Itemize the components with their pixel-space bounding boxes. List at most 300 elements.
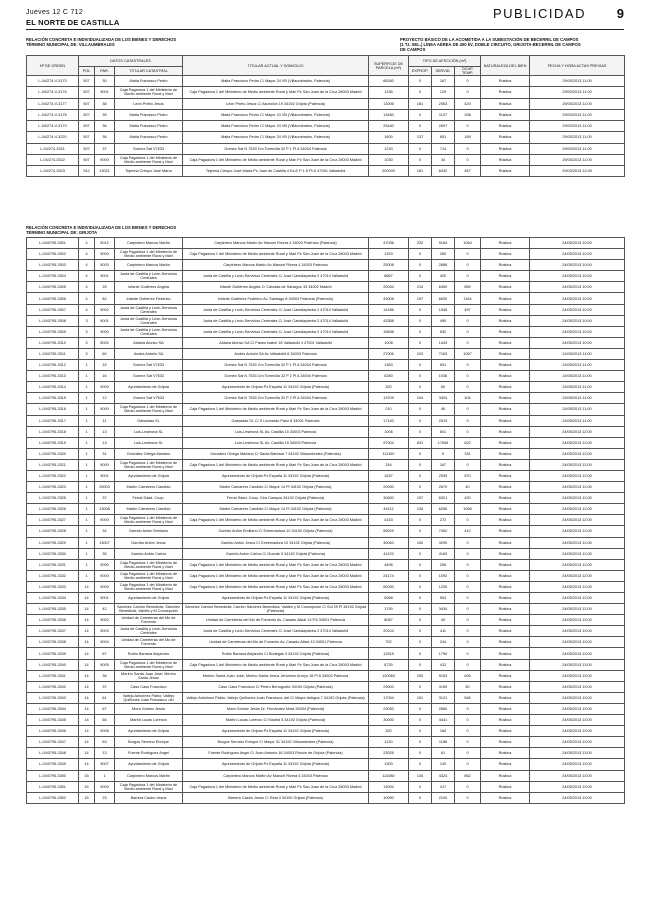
table-row: [27, 154, 625, 165]
block1-title: [26, 37, 176, 47]
table-row: [27, 304, 625, 315]
cell-pol: 4: [79, 282, 95, 293]
cell-orden: L-04/0795-3317: [27, 415, 79, 426]
cell-orden: L-04/0795-3350: [27, 770, 79, 781]
cell-orden: L-04/274-V-3173: [27, 76, 79, 87]
cell-titular-catastral: Matia Francisco Pedro: [115, 121, 183, 132]
cell-pol: 3: [79, 315, 95, 326]
cell-servid: 420: [432, 271, 455, 282]
cell-naturaleza: Rústica: [481, 348, 530, 359]
cell-exprop: 0: [409, 326, 432, 337]
cell-pol: 14: [79, 759, 95, 770]
cell-naturaleza: Rústica: [481, 570, 530, 581]
cell-pol: 15: [79, 781, 95, 792]
cell-pol: 14: [79, 670, 95, 681]
cell-servid: 4169: [432, 548, 455, 559]
cell-titular: Martín Camarero Candido C/ Mayor 14 Pl 34192 Grijota (Palencia): [183, 504, 369, 515]
cell-exprop: 181: [409, 98, 432, 109]
cell-orden: L-04/0795-3343: [27, 692, 79, 703]
cell-naturaleza: Rústica: [481, 692, 530, 703]
cell-exprop: 197: [409, 293, 432, 304]
cell-superficie: 68340: [369, 76, 409, 87]
cell-titular-catastral: Sanchez Carrión Benedicta; Sánchez Benedicta, Valdés y M Concepción: [115, 604, 183, 615]
cell-titular: González Ortega Mariano C/ Santa Bárbara 7 34192 Villaumbrales (Palencia): [183, 448, 369, 459]
cell-titular-catastral: Andes Antolín SA: [115, 348, 183, 359]
cell-orden: L-04/274-V-3177: [27, 98, 79, 109]
cell-pol: 507: [79, 132, 95, 143]
cell-fecha: 29/03/2013 11:00: [530, 76, 625, 87]
cell-superficie: 111100: [369, 448, 409, 459]
cell-fecha: 24/05/2013 12:00: [530, 593, 625, 604]
cell-par: 11: [95, 415, 115, 426]
cell-servid: 601: [432, 360, 455, 371]
cell-fecha: 24/05/2013 11:00: [530, 382, 625, 393]
cell-servid: 1107: [432, 109, 455, 120]
cell-servid: 244: [432, 637, 455, 648]
cell-fecha: 24/05/2013 13:00: [530, 703, 625, 714]
cell-titular: Junta de Castilla y León-Servicios Centrales C/ José Cantalapiedra 2 47014 Valladolid: [183, 326, 369, 337]
cell-exprop: 232: [409, 238, 432, 249]
cell-par: 9000: [95, 570, 115, 581]
table-row: [27, 293, 625, 304]
table-row: [27, 121, 625, 132]
cell-ocup: 50: [455, 681, 481, 692]
table-row: [27, 515, 625, 526]
cell-pol: 14: [79, 581, 95, 592]
cell-ocup: 605: [455, 670, 481, 681]
cell-par: 36: [95, 132, 115, 143]
cell-fecha: 24/05/2013 13:00: [530, 626, 625, 637]
cell-exprop: 0: [409, 315, 432, 326]
cell-pol: 1: [79, 404, 95, 415]
cell-naturaleza: Rústica: [481, 426, 530, 437]
cell-titular: Caja Pagadora 1 del Ministerio de Medio ambiente Rural y Mari Pz San Juan de la Cruz 28003 Madrid: [183, 515, 369, 526]
cell-servid: 1230: [432, 581, 455, 592]
cell-servid: 260: [432, 249, 455, 260]
table-row: [27, 681, 625, 692]
cell-exprop: 0: [409, 143, 432, 154]
cell-ocup: 0: [455, 626, 481, 637]
cell-orden: L-04/0795-3315: [27, 393, 79, 404]
cell-fecha: 24/05/2013 10:00: [530, 315, 625, 326]
cell-superficie: 23030: [369, 703, 409, 714]
cell-orden: L-04/0795-3351: [27, 781, 79, 792]
cell-titular: Caja Pagadora 1 del Ministerio de Medio ambiente Rural y Mari Pz San Juan de la Cruz 28003 Madrid: [183, 559, 369, 570]
cell-orden: L-04/0795-3339: [27, 648, 79, 659]
table-row: [27, 132, 625, 143]
cell-orden: L-04/0795-3347: [27, 737, 79, 748]
cell-exprop: 0: [409, 448, 432, 459]
cell-superficie: 5068: [369, 593, 409, 604]
cell-exprop: 0: [409, 759, 432, 770]
cell-orden: L-04/274-3321: [27, 143, 79, 154]
cell-titular: Garrido Antón Jesús C/ Extremadura 10 34192 Grijota (Palencia): [183, 537, 369, 548]
cell-titular-catastral: Gomez Sat V7533: [115, 371, 183, 382]
cell-superficie: 12515: [369, 648, 409, 659]
cell-ocup: 0: [455, 382, 481, 393]
cell-servid: 3121: [432, 692, 455, 703]
cell-par: 67: [95, 648, 115, 659]
cell-servid: 2100: [432, 792, 455, 803]
cell-par: 23: [95, 792, 115, 803]
cell-fecha: 24/05/2013 10:00: [530, 337, 625, 348]
cell-titular: Burgos Serrano Enrique C/ Mayor 31 34192 Villaumbrales (Palencia): [183, 737, 369, 748]
cell-ocup: 1067: [455, 348, 481, 359]
cell-servid: 34: [432, 154, 455, 165]
cell-orden: L-04/0795-3305: [27, 282, 79, 293]
cell-naturaleza: Rústica: [481, 615, 530, 626]
cell-par: 9000: [95, 559, 115, 570]
cell-fecha: 24/05/2013 10:00: [530, 304, 625, 315]
cell-orden: L-04/274-3323: [27, 166, 79, 177]
block2-title: [26, 225, 176, 235]
cell-titular-catastral: Caja Pagadora 1 del Ministerio de Medio ambiente Rural y Mari: [115, 570, 183, 581]
cell-superficie: 20104: [369, 626, 409, 637]
cell-fecha: 24/05/2013 13:00: [530, 681, 625, 692]
cell-servid: 6432: [432, 166, 455, 177]
cell-ocup: 0: [455, 792, 481, 803]
cell-naturaleza: Rústica: [481, 559, 530, 570]
cell-par: 37: [95, 681, 115, 692]
cell-naturaleza: Rústica: [481, 121, 530, 132]
cell-orden: L-04/0795-3332: [27, 570, 79, 581]
cell-titular-catastral: Gomez Sat V7533: [115, 360, 183, 371]
cell-fecha: 24/05/2013 12:00: [530, 548, 625, 559]
cell-par: 34: [95, 526, 115, 537]
cell-ocup: 189: [455, 132, 481, 143]
cell-fecha: 24/05/2013 10:00: [530, 293, 625, 304]
cell-exprop: 134: [409, 770, 432, 781]
cell-naturaleza: Rústica: [481, 154, 530, 165]
cell-titular: Barrera Castro Jesús C/ Real 4 34192 Grijota (Palencia): [183, 792, 369, 803]
cell-fecha: 24/05/2013 13:00: [530, 715, 625, 726]
cell-exprop: 0: [409, 249, 432, 260]
cell-orden: L-04/0795-3335: [27, 604, 79, 615]
cell-exprop: 153: [409, 670, 432, 681]
cell-pol: 1: [79, 382, 95, 393]
cell-ocup: 622: [455, 437, 481, 448]
cell-exprop: 0: [409, 593, 432, 604]
table-row: [27, 493, 625, 504]
cell-pol: 14: [79, 604, 95, 615]
table-row: [27, 382, 625, 393]
cell-pol: 14: [79, 626, 95, 637]
cell-titular-catastral: Ayuntamiento de Grijota: [115, 759, 183, 770]
cell-ocup: 0: [455, 87, 481, 98]
table-row: [27, 459, 625, 470]
table-row: [27, 415, 625, 426]
cell-pol: 1: [79, 504, 95, 515]
cell-titular: Matia Francisco Pedro C/ Mayor 24 VB (Villaumbrales, Palencia): [183, 132, 369, 143]
cell-pol: 14: [79, 748, 95, 759]
cell-titular-catastral: González Ortega Mariano: [115, 448, 183, 459]
table-row: [27, 715, 625, 726]
cell-fecha: 24/05/2013 10:00: [530, 271, 625, 282]
cell-ocup: 0: [455, 570, 481, 581]
cell-servid: 7163: [432, 348, 455, 359]
cell-superficie: 44112: [369, 504, 409, 515]
cell-naturaleza: Rústica: [481, 748, 530, 759]
cell-superficie: 4496: [369, 559, 409, 570]
table-row: [27, 626, 625, 637]
cell-naturaleza: Rústica: [481, 360, 530, 371]
table-row: [27, 526, 625, 537]
cell-fecha: 24/05/2013 13:00: [530, 781, 625, 792]
cell-par: 16: [95, 371, 115, 382]
cell-superficie: 55029: [369, 526, 409, 537]
cell-orden: L-04/0795-3333: [27, 581, 79, 592]
cell-superficie: 320: [369, 382, 409, 393]
cell-orden: L-04/0795-3320: [27, 448, 79, 459]
cell-orden: L-04/0795-3352: [27, 792, 79, 803]
cell-ocup: 0: [455, 615, 481, 626]
cell-titular: Infante Gutiérrez Angela C/ Calzada de Sahagún 33 34002 Madrid: [183, 282, 369, 293]
cell-fecha: 24/05/2013 12:00: [530, 515, 625, 526]
cell-pol: 15: [79, 770, 95, 781]
cell-superficie: 20030: [369, 482, 409, 493]
table-row: [27, 98, 625, 109]
cell-pol: 14: [79, 703, 95, 714]
cell-pol: 4: [79, 293, 95, 304]
cell-fecha: 24/05/2013 10:00: [530, 282, 625, 293]
cell-servid: 7452: [432, 526, 455, 537]
cell-exprop: 137: [409, 132, 432, 143]
cell-titular: Ayuntamiento de Grijota Pz España 11 34192 Grijota (Palencia): [183, 593, 369, 604]
cell-ocup: 0: [455, 271, 481, 282]
cell-servid: 129: [432, 87, 455, 98]
cell-naturaleza: Rústica: [481, 415, 530, 426]
cell-servid: 17646: [432, 437, 455, 448]
cell-fecha: 24/05/2013 12:00: [530, 493, 625, 504]
cell-superficie: 43358: [369, 315, 409, 326]
section-label: PUBLICIDAD: [492, 6, 586, 21]
cell-superficie: 47036: [369, 238, 409, 249]
cell-ocup: 548: [455, 692, 481, 703]
cell-pol: 1: [79, 548, 95, 559]
cell-titular: Junta de Castilla y León-Servicios Centrales C/ José Cantalapiedra 2 47014 Valladolid: [183, 315, 369, 326]
cell-pol: 507: [79, 76, 95, 87]
cell-pol: 4: [79, 249, 95, 260]
cell-superficie: 1300: [369, 759, 409, 770]
cell-servid: 167: [432, 76, 455, 87]
cell-exprop: 0: [409, 109, 432, 120]
cell-exprop: 0: [409, 659, 432, 670]
cell-par: 61: [95, 692, 115, 703]
cell-fecha: 24/05/2013 13:00: [530, 615, 625, 626]
cell-titular: Caja Pagadora 1 del Ministerio de Medio ambiente Rural y Mari Pz San Juan de la Cruz 28003 Madrid: [183, 781, 369, 792]
cell-ocup: 0: [455, 759, 481, 770]
cell-servid: 61: [432, 748, 455, 759]
cell-exprop: 0: [409, 360, 432, 371]
block1-title-line2: TÉRMINO MUNICIPAL DE: VILLAUMBRALES: [26, 42, 115, 47]
cell-pol: 1: [79, 515, 95, 526]
cell-titular-catastral: Martín Camarero Candido: [115, 482, 183, 493]
cell-titular-catastral: Caso Caso Francisco: [115, 681, 183, 692]
cell-titular: Ayuntamiento de Grijota Pz España 11 34192 Grijota (Palencia): [183, 470, 369, 481]
cell-pol: 14: [79, 593, 95, 604]
cell-ocup: 0: [455, 515, 481, 526]
cell-superficie: 13460: [369, 109, 409, 120]
cell-naturaleza: Rústica: [481, 304, 530, 315]
cell-orden: L-04/0795-3310: [27, 337, 79, 348]
cell-ocup: 0: [455, 537, 481, 548]
cell-fecha: 24/05/2013 13:00: [530, 792, 625, 803]
cell-naturaleza: Rústica: [481, 76, 530, 87]
cell-fecha: 24/05/2013 13:00: [530, 737, 625, 748]
cell-titular-catastral: Garrido Antón Jesús: [115, 537, 183, 548]
cell-ocup: 0: [455, 726, 481, 737]
col-fecha: FECHA Y HORA ACTAS PREVIAS: [530, 56, 625, 76]
cell-titular-catastral: Caja Pagadora 1 del Ministerio de Medio ambiente Rural y Mari: [115, 515, 183, 526]
cell-par: 13: [95, 748, 115, 759]
cell-fecha: 24/05/2013 12:00: [530, 526, 625, 537]
cell-ocup: 0: [455, 781, 481, 792]
page-number: 9: [616, 6, 624, 21]
cell-titular: Junta de Castilla y León-Servicios Centrales C/ José Cantalapiedra 2 47014 Valladolid: [183, 626, 369, 637]
table-row: [27, 615, 625, 626]
cell-par: 35: [95, 109, 115, 120]
cell-fecha: 24/05/2013 12:00: [530, 581, 625, 592]
cell-titular-catastral: Caja Pagadora 1 del Ministerio de Medio ambiente Rural y Mari: [115, 87, 183, 98]
table-row: [27, 548, 625, 559]
cell-ocup: 467: [455, 166, 481, 177]
cell-ocup: 0: [455, 154, 481, 165]
cell-pol: 15: [79, 792, 95, 803]
cell-orden: L-04/0795-3302: [27, 249, 79, 260]
cell-naturaleza: Rústica: [481, 548, 530, 559]
cell-orden: L-04/0795-3313: [27, 371, 79, 382]
cell-titular: Luis-Lesleona SL Av. Castilla 15 34003 Palencia: [183, 437, 369, 448]
header-rule: [26, 29, 624, 30]
cell-servid: 714: [432, 143, 455, 154]
cell-fecha: 24/05/2013 12:00: [530, 482, 625, 493]
cell-fecha: 24/05/2013 12:00: [530, 604, 625, 615]
cell-servid: 3159: [432, 681, 455, 692]
cell-servid: 2539: [432, 470, 455, 481]
cell-titular-catastral: Burgos Serrano Enrique: [115, 737, 183, 748]
cell-orden: L-04/274-V-3178: [27, 109, 79, 120]
cell-exprop: 0: [409, 404, 432, 415]
cell-naturaleza: Rústica: [481, 482, 530, 493]
cell-fecha: 29/03/2013 11:00: [530, 154, 625, 165]
cell-superficie: 1008: [369, 337, 409, 348]
table-row: [27, 166, 625, 177]
cell-par: 9000: [95, 581, 115, 592]
cell-servid: 2519: [432, 415, 455, 426]
cell-servid: 6256: [432, 504, 455, 515]
table-row: [27, 426, 625, 437]
cell-ocup: 412: [455, 526, 481, 537]
cell-fecha: 24/05/2013 13:00: [530, 692, 625, 703]
cell-exprop: 0: [409, 548, 432, 559]
project-title: [400, 37, 624, 52]
cell-ocup: 0: [455, 404, 481, 415]
table-row: [27, 238, 625, 249]
cell-exprop: 0: [409, 459, 432, 470]
cell-pol: 1: [79, 371, 95, 382]
cell-orden: L-04/0795-3345: [27, 715, 79, 726]
cell-orden: L-04/0795-3348: [27, 748, 79, 759]
cell-par: 9001: [95, 271, 115, 282]
cell-titular: Ayuntamiento de Grijota Pz España 11 34192 Grijota (Palencia): [183, 382, 369, 393]
cell-pol: 3: [79, 348, 95, 359]
cell-titular-catastral: Vallejo Antolínez Pablo; Vallejo Quiñones Juan Francisco; del: [115, 692, 183, 703]
cell-superficie: 14186: [369, 304, 409, 315]
cell-fecha: 24/05/2013 10:00: [530, 260, 625, 271]
cell-fecha: 29/03/2013 11:00: [530, 87, 625, 98]
cell-servid: 140: [432, 759, 455, 770]
cell-pol: 4: [79, 304, 95, 315]
cell-naturaleza: Rústica: [481, 166, 530, 177]
cell-servid: 9153: [432, 670, 455, 681]
block2-title-line1: RELACIÓN CONCRETA E INDIVIDUALIZADA DE LOS BIENES Y DERECHOS: [26, 225, 177, 230]
table-row: [27, 437, 625, 448]
cell-servid: 167: [432, 459, 455, 470]
col-orden: Nº DE ORDEN: [27, 56, 79, 76]
cell-servid: 206: [432, 559, 455, 570]
cell-fecha: 24/05/2013 12:00: [530, 426, 625, 437]
cell-titular-catastral: Junta de Castilla y León-Servicios Centrales: [115, 326, 183, 337]
cell-par: 37: [95, 143, 115, 154]
cell-ocup: 0: [455, 604, 481, 615]
cell-pol: 507: [79, 121, 95, 132]
cell-par: 67: [95, 703, 115, 714]
cell-pol: 14: [79, 615, 95, 626]
cell-naturaleza: Rústica: [481, 98, 530, 109]
cell-titular-catastral: Matia Francisco Pedro: [115, 132, 183, 143]
cell-titular-catastral: Carpintero Marcos Martín: [115, 770, 183, 781]
cell-orden: L-04/0795-3334: [27, 593, 79, 604]
cell-titular-catastral: Junta de Castilla y León-Servicios Centrales: [115, 271, 183, 282]
cell-titular: Gomez Sat N 7533 Cm Torrecilla 32 P 2 Pl A 34004 Palencia: [183, 393, 369, 404]
cell-titular-catastral: Tejerina Crespo José María: [115, 166, 183, 177]
table-row: [27, 670, 625, 681]
cell-naturaleza: Rústica: [481, 526, 530, 537]
cell-naturaleza: Rústica: [481, 703, 530, 714]
cell-naturaleza: Rústica: [481, 109, 530, 120]
cell-titular: Caja Pagadora 1 del Ministerio de Medio ambiente Rural y Mari Pz San Juan de la Cruz 28003 Madrid: [183, 459, 369, 470]
cell-orden: L-04/274-3322: [27, 154, 79, 165]
cell-naturaleza: Rústica: [481, 382, 530, 393]
cell-titular: Ayuntamiento de Grijota Pz España 11 34192 Grijota (Palencia): [183, 759, 369, 770]
cell-titular-catastral: Mora Gómez Jesús: [115, 703, 183, 714]
cell-ocup: 862: [455, 770, 481, 781]
cell-servid: 2660: [432, 703, 455, 714]
cell-pol: 507: [79, 98, 95, 109]
cell-pol: 1: [79, 459, 95, 470]
cell-exprop: 0: [409, 337, 432, 348]
cell-naturaleza: Rústica: [481, 282, 530, 293]
cell-par: 9001: [95, 470, 115, 481]
cell-titular-catastral: Caja Pagadora 1 del Ministerio de Medio ambiente Rural y Mari: [115, 559, 183, 570]
table-row: [27, 748, 625, 759]
cell-titular: Merino Santa Juan José; Merino Santa Jesús Jerónimo Arroyo 16 Pl 6 34003 Palencia: [183, 670, 369, 681]
table-row: [27, 726, 625, 737]
cell-ocup: 0: [455, 76, 481, 87]
cell-titular: Garrido Antón Carlos C/ Grande 5 34192 Grijota (Palencia): [183, 548, 369, 559]
cell-titular-catastral: Caja Pagadora 1 del Ministerio de Medio ambiente Rural y Mari: [115, 249, 183, 260]
cell-titular-catastral: Carpintero Marcos Martín: [115, 238, 183, 249]
cell-servid: 632: [432, 326, 455, 337]
cell-ocup: 0: [455, 371, 481, 382]
villaumbrales-table: [26, 55, 625, 177]
table-row: [27, 737, 625, 748]
col-par: PAR.: [95, 67, 115, 76]
cell-superficie: 41129: [369, 548, 409, 559]
cell-titular: Caja Pagadora 1 del Ministerio de Medio ambiente Rural y Mari Pz San Juan de la Cruz 28003 Madrid: [183, 154, 369, 165]
cell-titular-catastral: Caja Pagadora 1 del Ministerio de Medio ambiente Rural y Mari: [115, 659, 183, 670]
cell-superficie: 23026: [369, 748, 409, 759]
